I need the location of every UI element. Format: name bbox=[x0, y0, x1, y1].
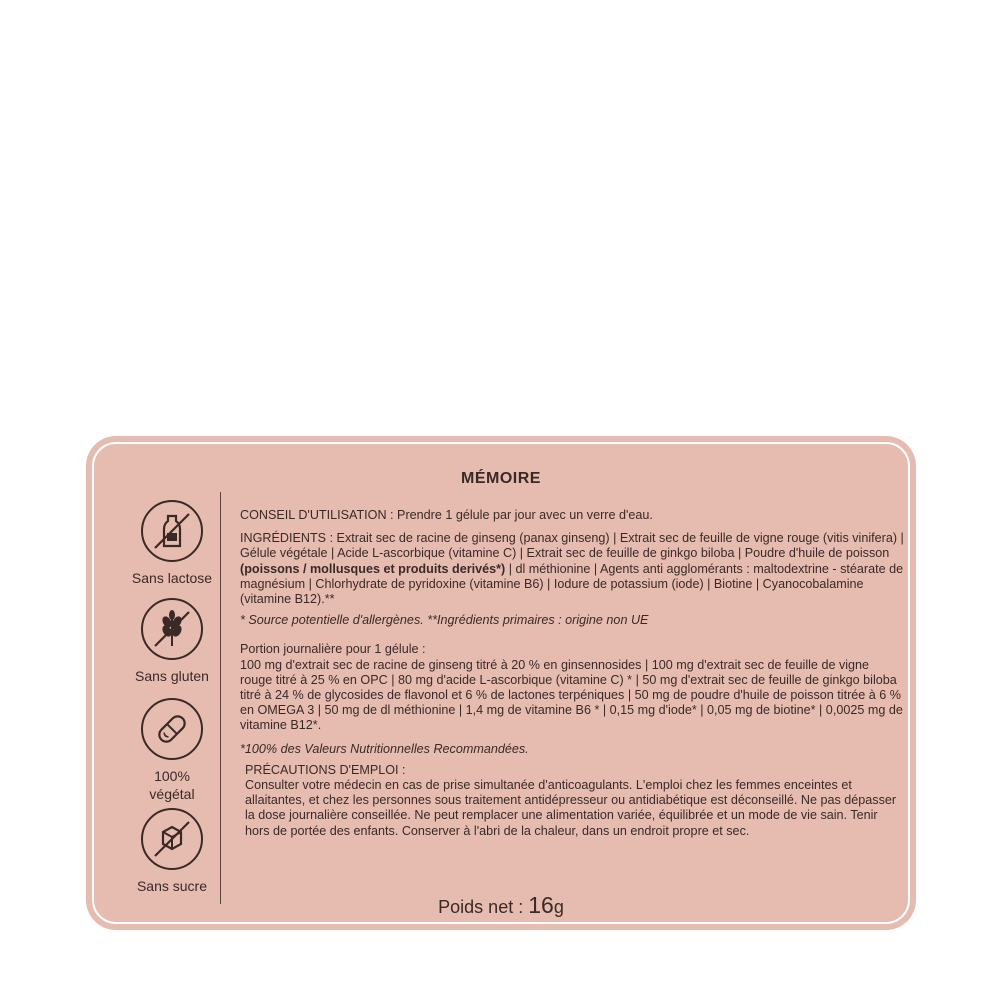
badge-label: Sans gluten bbox=[135, 668, 209, 684]
ingredients-allergen: (poissons / mollusques et produits derivés*) bbox=[240, 561, 506, 576]
ingredients-text: INGRÉDIENTS : Extrait sec de racine de ginseng (panax ginseng) | Extrait sec de feuille de vigne rouge (vitis vinifera) | Gélule végétale | Acide L-ascorbique (vitamine C) | Extrait sec de feuille de ginkgo biloba | Poudre d'huile de poisson bbox=[240, 531, 904, 561]
label-text bbox=[240, 508, 904, 839]
precautions bbox=[240, 763, 904, 839]
badge-label: Sans sucre bbox=[136, 878, 208, 894]
vnr-note: *100% des Valeurs Nutritionnelles Recommandées. bbox=[240, 741, 529, 756]
ingredients bbox=[240, 531, 904, 607]
net-weight bbox=[94, 892, 908, 919]
badge-sugar-free bbox=[124, 808, 220, 895]
net-weight-unit: g bbox=[553, 897, 564, 917]
net-weight-value: 16 bbox=[528, 892, 554, 918]
allergen-note: * Source potentielle d'allergènes. **Ingrédients primaires : origine non UE bbox=[240, 613, 649, 628]
vertical-divider bbox=[220, 492, 221, 904]
badge-label: 100% végétal bbox=[149, 768, 195, 802]
net-weight-label: Poids net : bbox=[438, 897, 529, 917]
product-label bbox=[86, 436, 916, 930]
lactose-free-icon bbox=[141, 500, 203, 562]
ingredients-text-end: | dl méthionine | Agents anti agglomérants : maltodextrine - stéarate de magnésium | Chlorhydrate de pyridoxine (vitamine B6) | Iodure de potassium (iode) | Biotine | Cyanocobalamine (vitamine B12).** bbox=[240, 561, 904, 607]
precautions-heading: PRÉCAUTIONS D'EMPLOI : bbox=[245, 762, 406, 777]
badge-vegetal bbox=[124, 698, 220, 803]
capsule-icon bbox=[141, 698, 203, 760]
product-title: MÉMOIRE bbox=[461, 470, 541, 487]
portion-heading: Portion journalière pour 1 gélule : bbox=[240, 642, 426, 657]
label-inner-border bbox=[92, 442, 910, 924]
usage-advice: CONSEIL D'UTILISATION : Prendre 1 gélule par jour avec un verre d'eau. bbox=[240, 508, 653, 522]
portion-text: 100 mg d'extrait sec de racine de ginseng titré à 20 % en ginsennosides | 100 mg d'extrait sec de feuille de vigne rouge titré à 25 % en OPC | 80 mg d'acide L-ascorbique (vitamine C) * | 50 mg d'extrait sec de feuille de ginkgo biloba titré à 24 % de glycosides de flavonol et 6 % de lactones terpéniques | 50 mg de poudre d'huile de poisson titrée à 6 % en OMEGA 3 | 50 mg de dl méthionine | 1,4 mg de vitamine B6 * | 0,15 mg d'iode* | 0,05 mg de biotine* | 0,0025 mg de vitamine B12*. bbox=[240, 657, 903, 733]
badge-label: Sans lactose bbox=[131, 570, 213, 586]
badge-lactose-free bbox=[124, 500, 220, 587]
precautions-text: Consulter votre médecin en cas de prise simultanée d'anticoagulants. L'emploi chez les femmes enceintes et allaitantes, et chez les personnes sous traitement antidépresseur ou antidiabétique est déconseillé. Ne pas dépasser la dose journalière conseillée. Ne peut remplacer une alimentation variée, équilibrée et un mode de vie sain. Tenir hors de portée des enfants. Conserver à l'abri de la chaleur, dans un endroit propre et sec. bbox=[245, 778, 897, 838]
badge-gluten-free bbox=[124, 598, 220, 685]
gluten-free-icon bbox=[141, 598, 203, 660]
sugar-free-icon bbox=[141, 808, 203, 870]
